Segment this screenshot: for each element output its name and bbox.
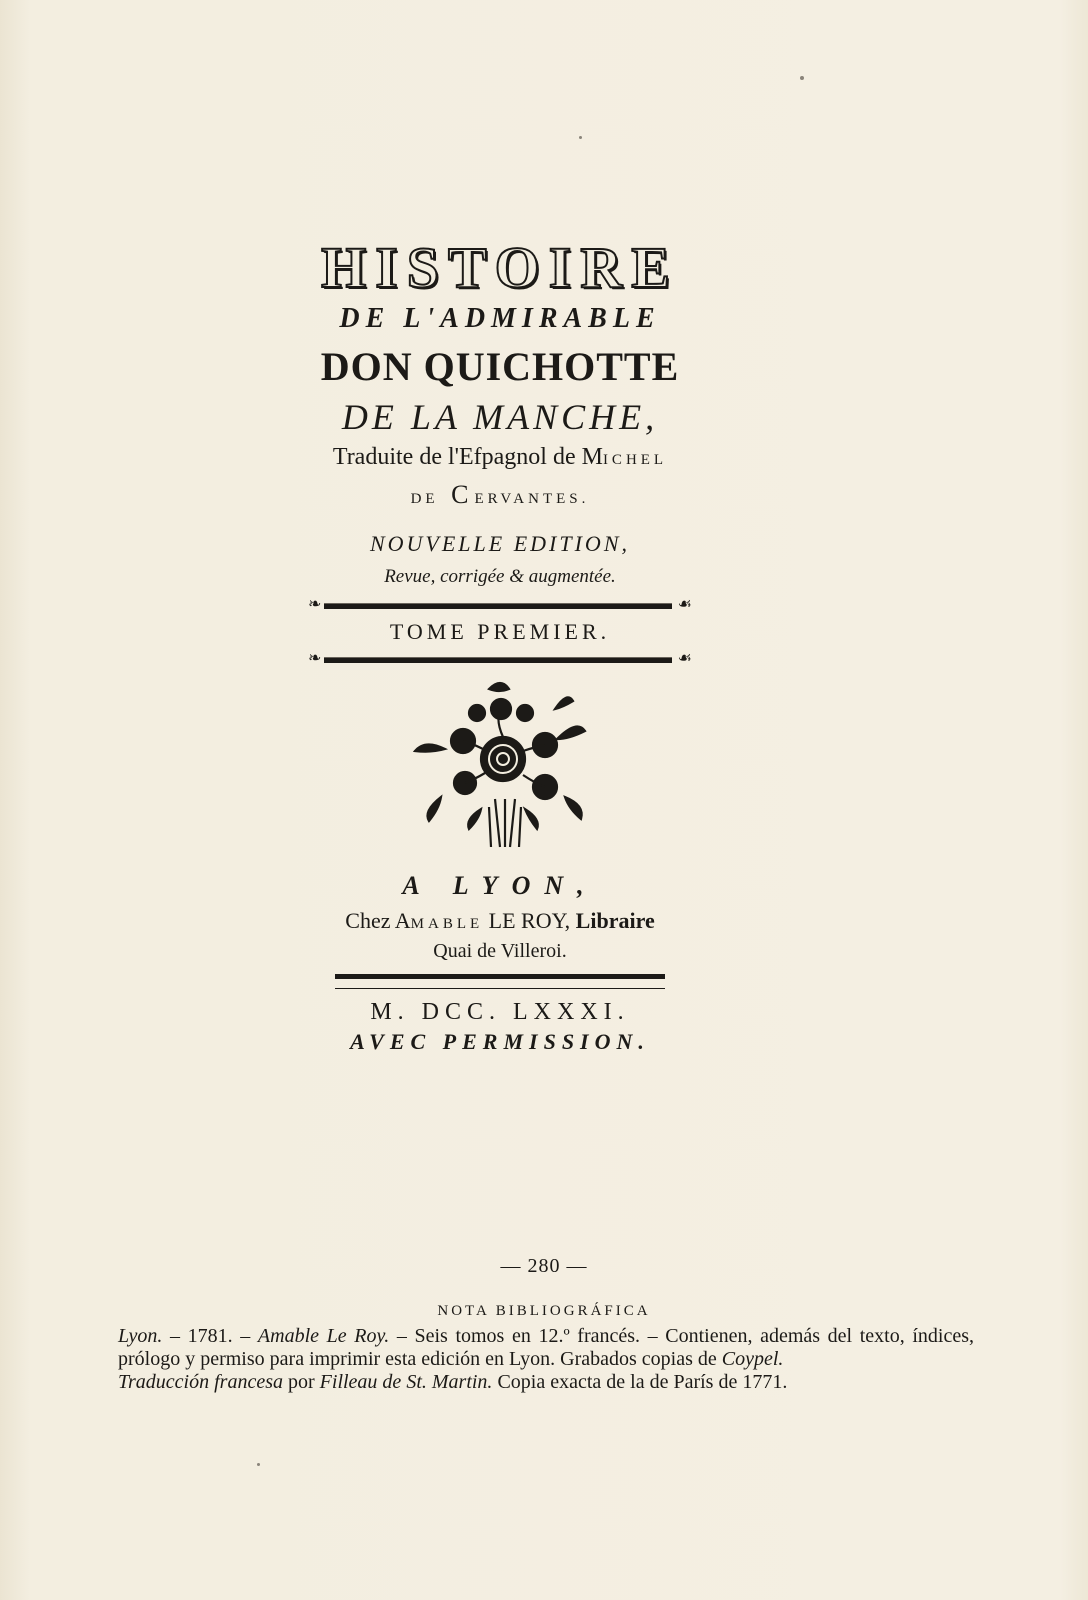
nota-copy: Copia exacta de la de París de 1771. [492,1371,788,1393]
volume-line: TOME PREMIER. [389,619,611,644]
translation-prefix: Traduite de l'Efpagnol de M [332,444,603,470]
author-initial: C [451,480,475,509]
nota-heading: NOTA BIBLIOGRÁFICA [437,1303,651,1319]
nota-translator: Filleau de St. Martin. [319,1371,493,1393]
page-number: — 280 — [500,1255,588,1277]
fleuron-icon: ❧ [308,650,322,667]
double-rule [335,974,665,989]
nota-publisher: Amable Le Roy. [257,1325,390,1347]
paper-speck [579,136,582,139]
ornamental-rule-top [308,596,692,613]
flower-bouquet-icon [405,679,595,849]
fleuron-icon: ☙ [677,596,692,613]
publisher-surname: LE ROY, [488,908,571,933]
paper-speck [800,76,804,80]
nota-year: – 1781. – [162,1325,258,1347]
translation-line [270,442,730,475]
translation-smallcaps: ICHEL [602,452,668,468]
publisher-smallcaps: MABLE [410,916,484,932]
fleuron-icon: ☙ [677,650,692,667]
imprint-permission: AVEC PERMISSION. [350,1029,650,1054]
title-page [270,236,730,1057]
title-histoire: HISTOIRE [321,235,679,300]
ornamental-rule-bottom [308,650,692,667]
fleuron-icon: ❧ [308,596,322,613]
publisher-libraire: Libraire [575,908,655,933]
title-don-quichotte: DON QUICHOTTE [320,344,680,389]
imprint-date: M. DCC. LXXXI. [370,999,630,1025]
nota-paragraph [118,1325,974,1371]
nota-paragraph [118,1371,974,1394]
nota-description: – Seis tomos en 12.º francés. – Contienen, además del texto, índices, prólogo y permiso para imprimir esta edición en Lyon. Grabados copias de [118,1325,974,1370]
title-admirable: DE L'ADMIRABLE [339,303,661,334]
nota-city: Lyon. [118,1325,163,1347]
paper-speck [257,1463,260,1466]
author-de: DE [410,491,439,507]
nota-engraver: Coypel. [721,1348,784,1370]
rule-bar [324,603,672,609]
nota-translation: Traducción francesa [118,1371,283,1393]
revision-line: Revue, corrigée & augmentée. [384,566,616,587]
author-rest: ERVANTES. [474,491,590,507]
title-de-la-manche: DE LA MANCHE, [341,397,659,437]
publisher-prefix: Chez A [345,908,411,933]
imprint-address: Quai de Villeroi. [433,940,567,962]
nota-por: por [283,1371,320,1393]
rule-bar [324,657,672,663]
nota-body [118,1325,974,1394]
imprint-city: A LYON, [402,871,598,900]
edition-line: NOUVELLE EDITION, [369,531,630,556]
imprint-publisher [270,907,730,938]
author-line [270,477,730,517]
